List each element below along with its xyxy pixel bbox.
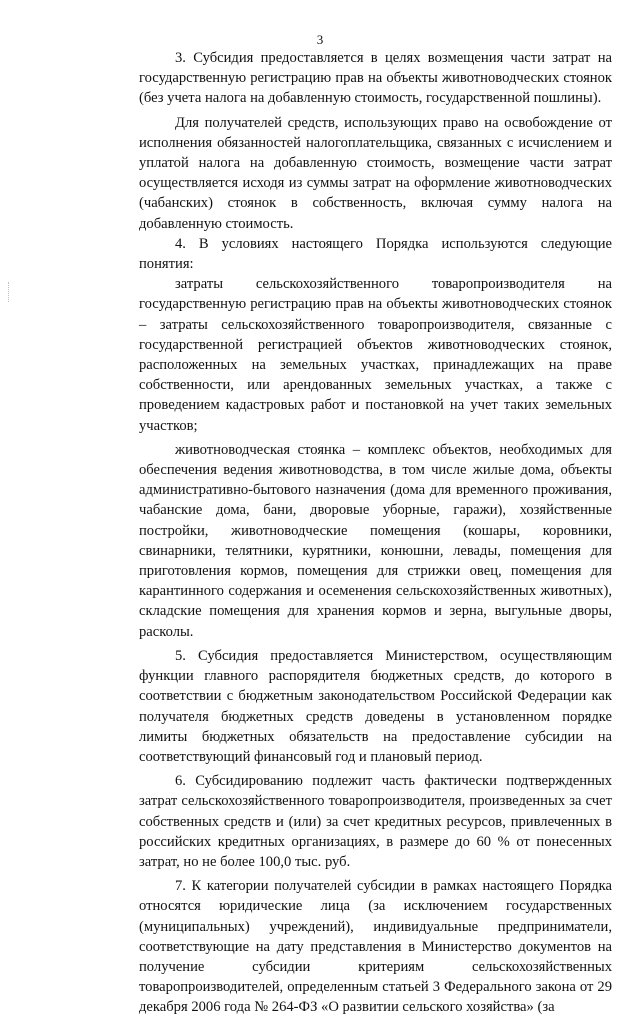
page-number: 3 [316,32,324,47]
document-body [139,48,612,1018]
margin-mark [8,282,10,302]
paragraph-3-vat-exemption: Для получателей средств, использующих право на освобождение от исполнения обязанностей налогоплательщика, связанных с исчислением и уплатой налога на добавленную стоимость, возмещение части затрат осуществляется исходя из суммы затрат на оформление животноводческих (чабанских) стоянок в собственность, включая сумму налога на добавленную стоимость. [139,114,612,232]
paragraph-6-subsidized-costs: 6. Субсидированию подлежит часть фактически подтвержденных затрат сельскохозяйственного товаропроизводителя, произведенных за счет собственных средств и (или) за счет кредитных ресурсов, привлеченных в российских кредитных организациях, в размере до 60 % от понесенных затрат, но не более 100,0 тыс. руб. [139,773,612,870]
paragraph-5-ministry: 5. Субсидия предоставляется Министерством, осуществляющим функции главного распорядителя бюджетных средств, до которого в соответствии с бюджетным законодательством Российской Федерации как получателя бюджетных средств доведены в установленном порядке лимиты бюджетных обязательств на предоставление субсидии на соответствующий финансовый год и плановый период. [139,647,612,765]
paragraph-7-recipients: 7. К категории получателей субсидии в рамках настоящего Порядка относятся юридические лица (за исключением государственных (муниципальных) учреждений), индивидуальные предприниматели, соответствующие на дату представления в Министерство документов на получение субсидии критериям сельскохозяйственных товаропроизводителей, определенным статьей 3 Федерального закона от 29 декабря 2006 года № 264-ФЗ «О развитии сельского хозяйства» (за [139,878,612,1016]
paragraph-3-purpose: 3. Субсидия предоставляется в целях возмещения части затрат на государственную регистрацию прав на объекты животноводческих стоянок (без учета налога на добавленную стоимость, государственной пошлины). [139,50,612,107]
paragraph-4-definitions-intro: 4. В условиях настоящего Порядка используются следующие понятия: [139,235,612,273]
paragraph-4-definition-livestock-station: животноводческая стоянка – комплекс объектов, необходимых для обеспечения ведения животноводства, в том числе жилые дома, объекты административно-бытового назначения (дома для временного проживания, чабанские дома, бани, дворовые уборные, гаражи), хозяйственные постройки, животноводческие помещения (кошары, коровники, свинарники, телятники, курятники, конюшни, левады, помещения для приготовления кормов, помещения для стрижки овец, помещения для карантинного содержания и осеменения сельскохозяйственных животных), складские помещения для хранения кормов и зерна, выгульные дворы, расколы. [139,441,612,640]
paragraph-4-definition-costs: затраты сельскохозяйственного товаропроизводителя на государственную регистрацию прав на объекты животноводческих стоянок – затраты сельскохозяйственного товаропроизводителя, связанные с государственной регистрацией объектов животноводческих стоянок, расположенных на земельных участках, принадлежащих на праве собственности, или арендованных земельных участках, а также с проведением кадастровых работ и постановкой на учет таких земельных участков; [139,276,612,434]
